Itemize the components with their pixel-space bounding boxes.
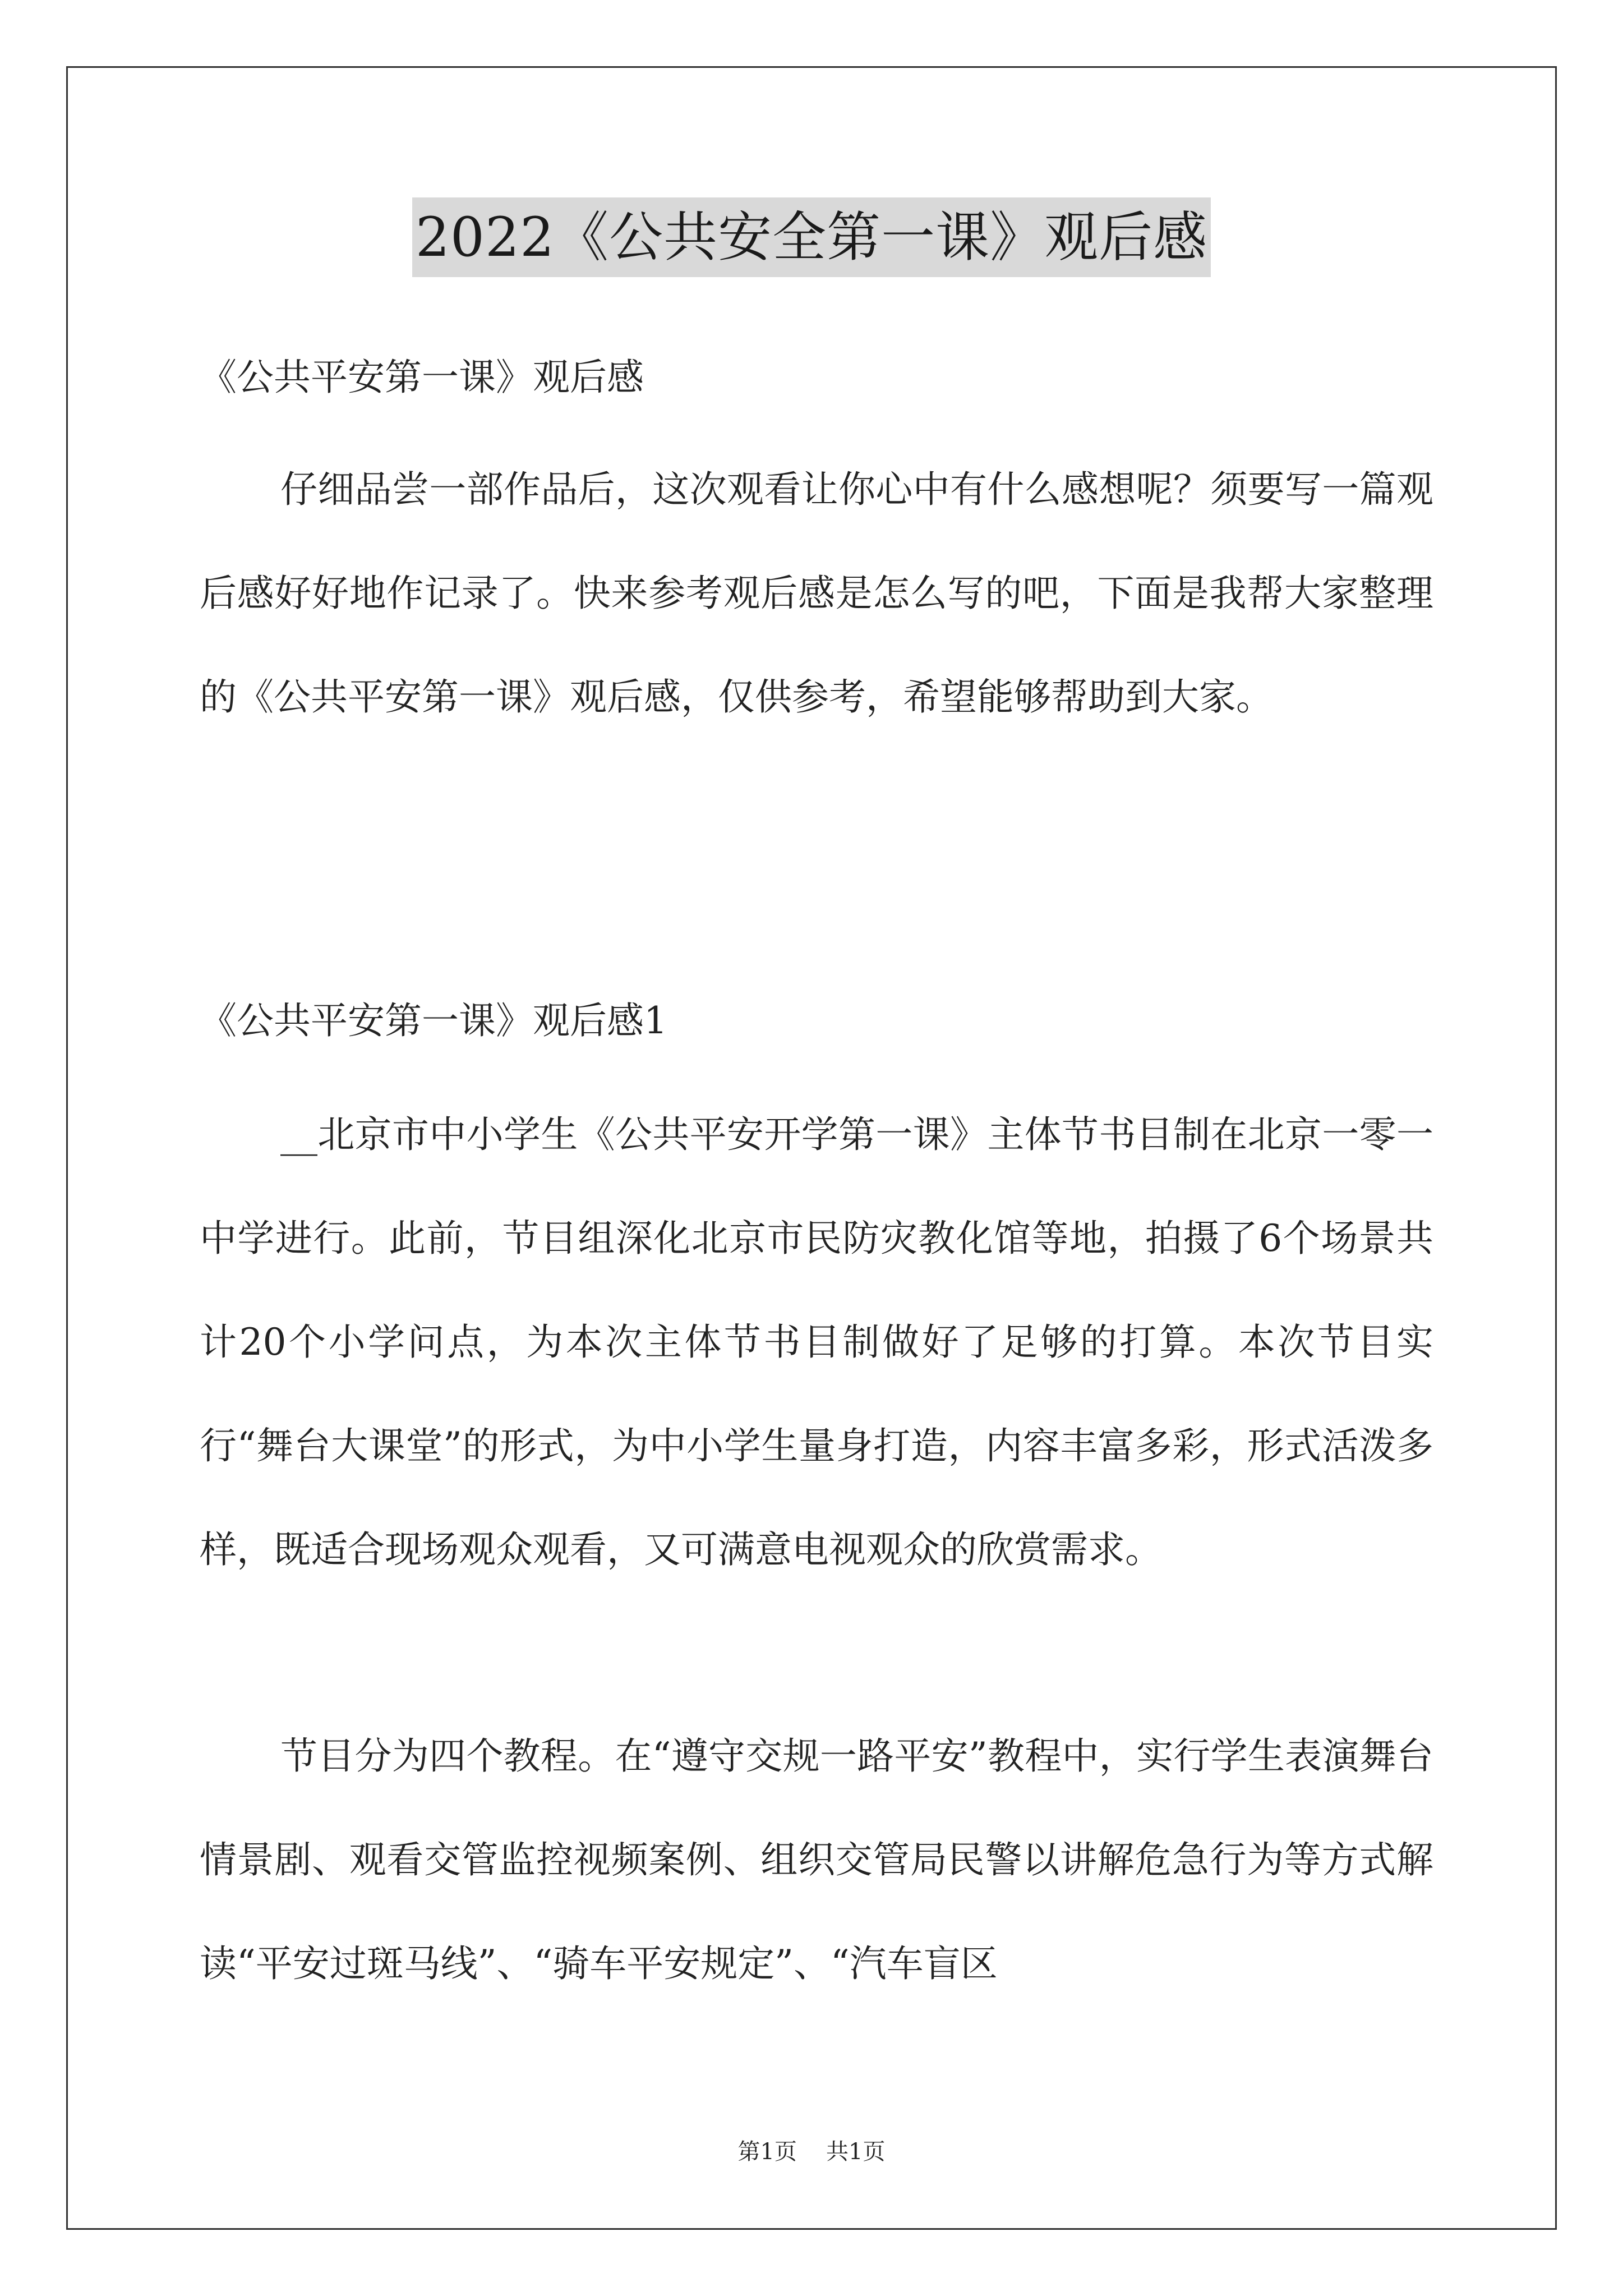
subtitle: 《公共平安第一课》观后感: [200, 356, 644, 399]
page-total: 共1页: [826, 2139, 886, 2165]
document-title: 2022《公共安全第一课》观后感: [412, 197, 1211, 277]
intro-paragraph: 仔细品尝一部作品后，这次观看让你心中有什么感想呢？须要写一篇观后感好好地作记录了。快来参考观后感是怎么写的吧，下面是我帮大家整理的《公共平安第一课》观后感，仅供参考，希望能够帮助到大家。: [200, 468, 1433, 719]
page-footer: [0, 2135, 1623, 2169]
body-paragraph-2: 节目分为四个教程。在“遵守交规一路平安”教程中，实行学生表演舞台情景剧、观看交管监控视频案例、组织交管局民警以讲解危急行为等方式解读“平安过斑马线”、“骑车平安规定”、“汽车盲区: [200, 1734, 1433, 1985]
section-heading: 《公共平安第一课》观后感1: [200, 999, 667, 1042]
title-wrap: [0, 197, 1623, 277]
page-number: 第1页: [737, 2139, 797, 2165]
body-paragraph-1: __北京市中小学生《公共平安开学第一课》主体节书目制在北京一零一中学进行。此前，节目组深化北京市民防灾教化馆等地，拍摄了6个场景共计20个小学问点，为本次主体节书目制做好了足够的打算。本次节目实行“舞台大课堂”的形式，为中小学生量身打造，内容丰富多彩，形式活泼多样，既适合现场观众观看，又可满意电视观众的欣赏需求。: [200, 1113, 1433, 1571]
